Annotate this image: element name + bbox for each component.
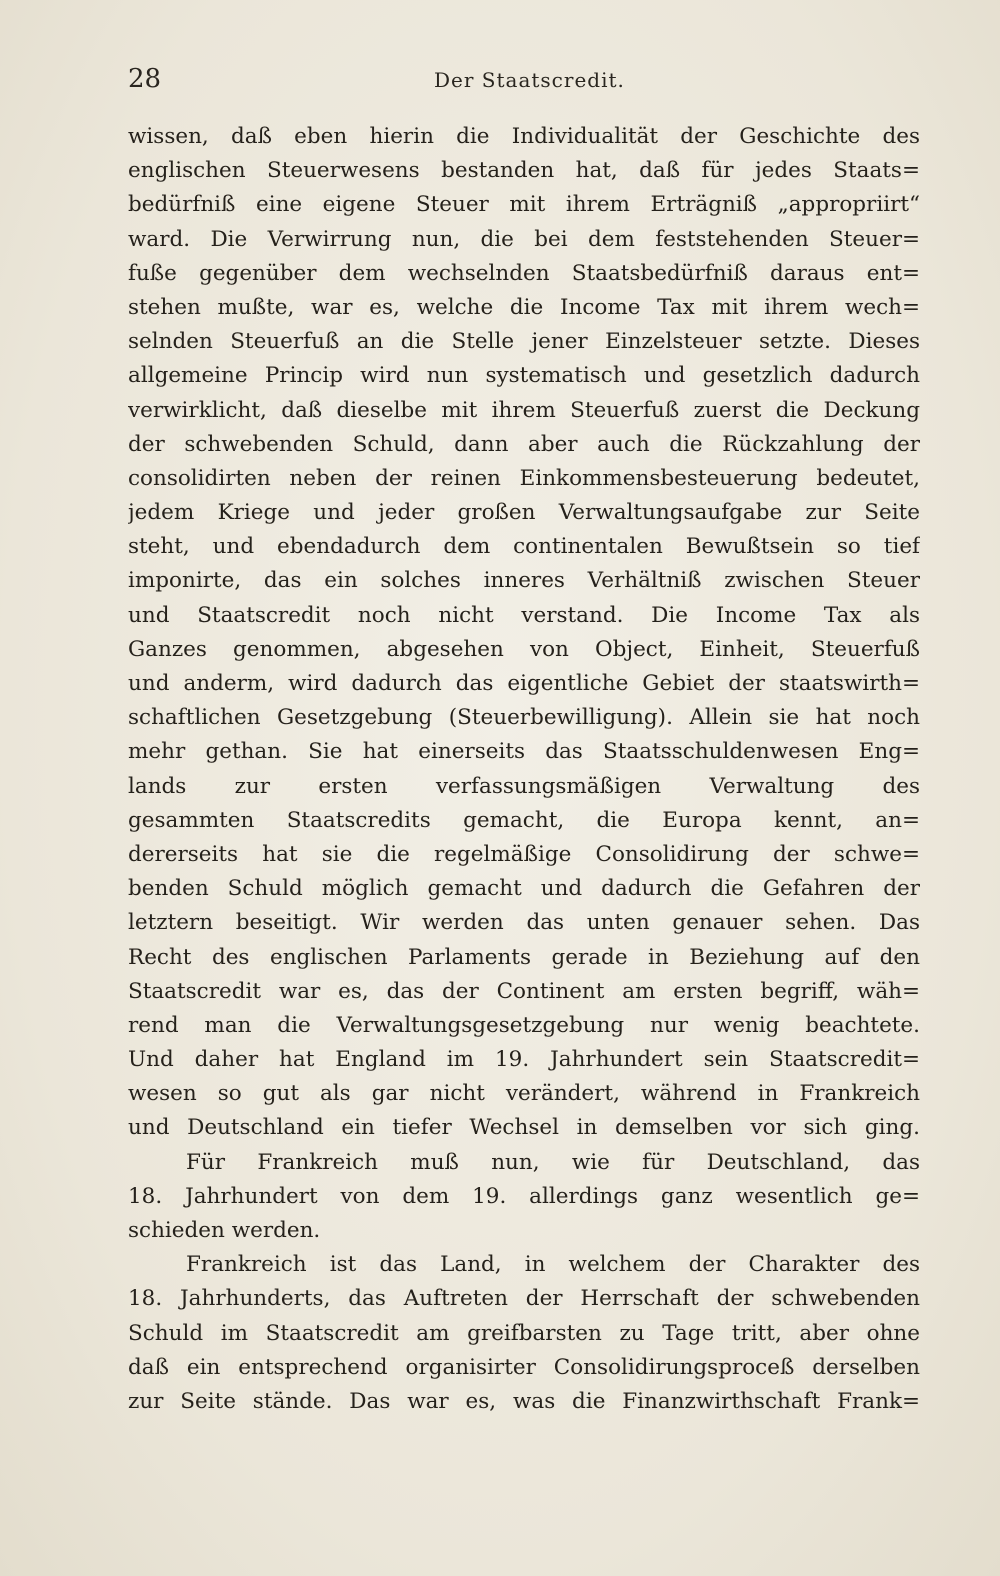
page-header [128, 64, 918, 100]
text-line: Staatscredit war es, das der Continent am ersten begriff, wäh= [128, 978, 920, 1004]
text-line: Schuld im Staatscredit am greifbarsten zu Tage tritt, aber ohne [128, 1320, 920, 1346]
text-line: zur Seite stände. Das war es, was die Finanzwirthschaft Frank= [128, 1388, 920, 1414]
text-line: ward. Die Verwirrung nun, die bei dem feststehenden Steuer= [128, 226, 920, 252]
text-line: selnden Steuerfuß an die Stelle jener Einzelsteuer setzte. Dieses [128, 329, 920, 355]
text-line: Für Frankreich muß nun, wie für Deutschland, das [186, 1149, 920, 1175]
text-line: gesammten Staatscredits gemacht, die Europa kennt, an= [128, 807, 920, 833]
text-line: mehr gethan. Sie hat einerseits das Staatsschuldenwesen Eng= [128, 739, 920, 765]
text-line: 18. Jahrhunderts, das Auftreten der Herrschaft der schwebenden [128, 1286, 920, 1312]
text-line: benden Schuld möglich gemacht und dadurch die Gefahren der [128, 876, 920, 902]
text-line: schaftlichen Gesetzgebung (Steuerbewilligung). Allein sie hat noch [128, 705, 920, 731]
text-line: consolidirten neben der reinen Einkommensbesteuerung bedeutet, [128, 465, 920, 491]
text-line: wissen, daß eben hierin die Individualität der Geschichte des [128, 124, 920, 149]
text-line: englischen Steuerwesens bestanden hat, daß für jedes Staats= [128, 158, 920, 184]
text-line: dererseits hat sie die regelmäßige Consolidirung der schwe= [128, 841, 920, 867]
text-line: der schwebenden Schuld, dann aber auch die Rückzahlung der [128, 431, 920, 457]
text-line: Frankreich ist das Land, in welchem der Charakter des [186, 1252, 920, 1278]
text-line: wesen so gut als gar nicht verändert, während in Frankreich [128, 1081, 920, 1107]
text-line: 18. Jahrhundert von dem 19. allerdings ganz wesentlich ge= [128, 1183, 920, 1209]
text-line: jedem Kriege und jeder großen Verwaltungsaufgabe zur Seite [128, 500, 920, 526]
text-line: bedürfniß eine eigene Steuer mit ihrem Erträgniß „appropriirt“ [128, 192, 920, 218]
text-line: fuße gegenüber dem wechselnden Staatsbedürfniß daraus ent= [128, 260, 920, 286]
text-line: Recht des englischen Parlaments gerade in Beziehung auf den [128, 944, 920, 970]
text-line: steht, und ebendadurch dem continentalen Bewußtsein so tief [128, 534, 920, 560]
running-head: Der Staatscredit. [434, 68, 625, 92]
text-line: rend man die Verwaltungsgesetzgebung nur wenig beachtete. [128, 1012, 920, 1038]
text-line: und Deutschland ein tiefer Wechsel in demselben vor sich ging. [128, 1115, 920, 1141]
text-line: schieden werden. [128, 1218, 321, 1243]
text-line: lands zur ersten verfassungsmäßigen Verwaltung des [128, 773, 920, 799]
body-text [128, 120, 920, 1419]
text-line: daß ein entsprechend organisirter Consolidirungsproceß derselben [128, 1354, 920, 1380]
text-line: Ganzes genommen, abgesehen von Object, Einheit, Steuerfuß [128, 636, 920, 662]
text-line: verwirklicht, daß dieselbe mit ihrem Steuerfuß zuerst die Deckung [128, 397, 920, 423]
text-line: imponirte, das ein solches inneres Verhältniß zwischen Steuer [128, 568, 920, 594]
page-number: 28 [128, 64, 162, 94]
text-line: stehen mußte, war es, welche die Income Tax mit ihrem wech= [128, 294, 920, 320]
text-line: und Staatscredit noch nicht verstand. Die Income Tax als [128, 602, 920, 628]
text-line: und anderm, wird dadurch das eigentliche Gebiet der staatswirth= [128, 671, 920, 696]
text-line: allgemeine Princip wird nun systematisch und gesetzlich dadurch [128, 363, 920, 389]
text-line: letztern beseitigt. Wir werden das unten genauer sehen. Das [128, 910, 920, 936]
text-line: Und daher hat England im 19. Jahrhundert sein Staatscredit= [128, 1047, 920, 1073]
